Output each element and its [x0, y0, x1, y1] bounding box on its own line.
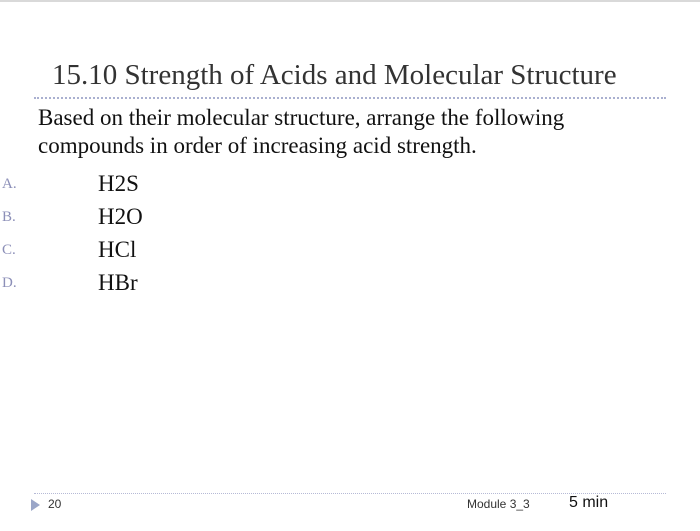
option-text: H2O	[98, 204, 143, 229]
option-letter: A.	[2, 176, 17, 192]
question-text	[38, 104, 658, 160]
question-line-2: compounds in order of increasing acid strength.	[38, 133, 477, 158]
option-text: HCl	[98, 237, 137, 262]
top-border-line	[0, 0, 700, 2]
page-number: 20	[48, 497, 62, 511]
play-arrow-icon	[31, 499, 40, 511]
option-letter: C.	[2, 242, 16, 258]
question-line-1: Based on their molecular structure, arrange the following	[38, 105, 565, 130]
time-estimate: 5 min	[569, 494, 609, 511]
option-text: HBr	[98, 270, 138, 295]
option-text: H2S	[98, 171, 139, 196]
option-letter: B.	[2, 209, 16, 225]
option-letter: D.	[2, 275, 17, 291]
title-divider	[34, 97, 666, 99]
module-label: Module 3_3	[467, 497, 530, 511]
slide-title: 15.10 Strength of Acids and Molecular Structure	[52, 59, 617, 91]
